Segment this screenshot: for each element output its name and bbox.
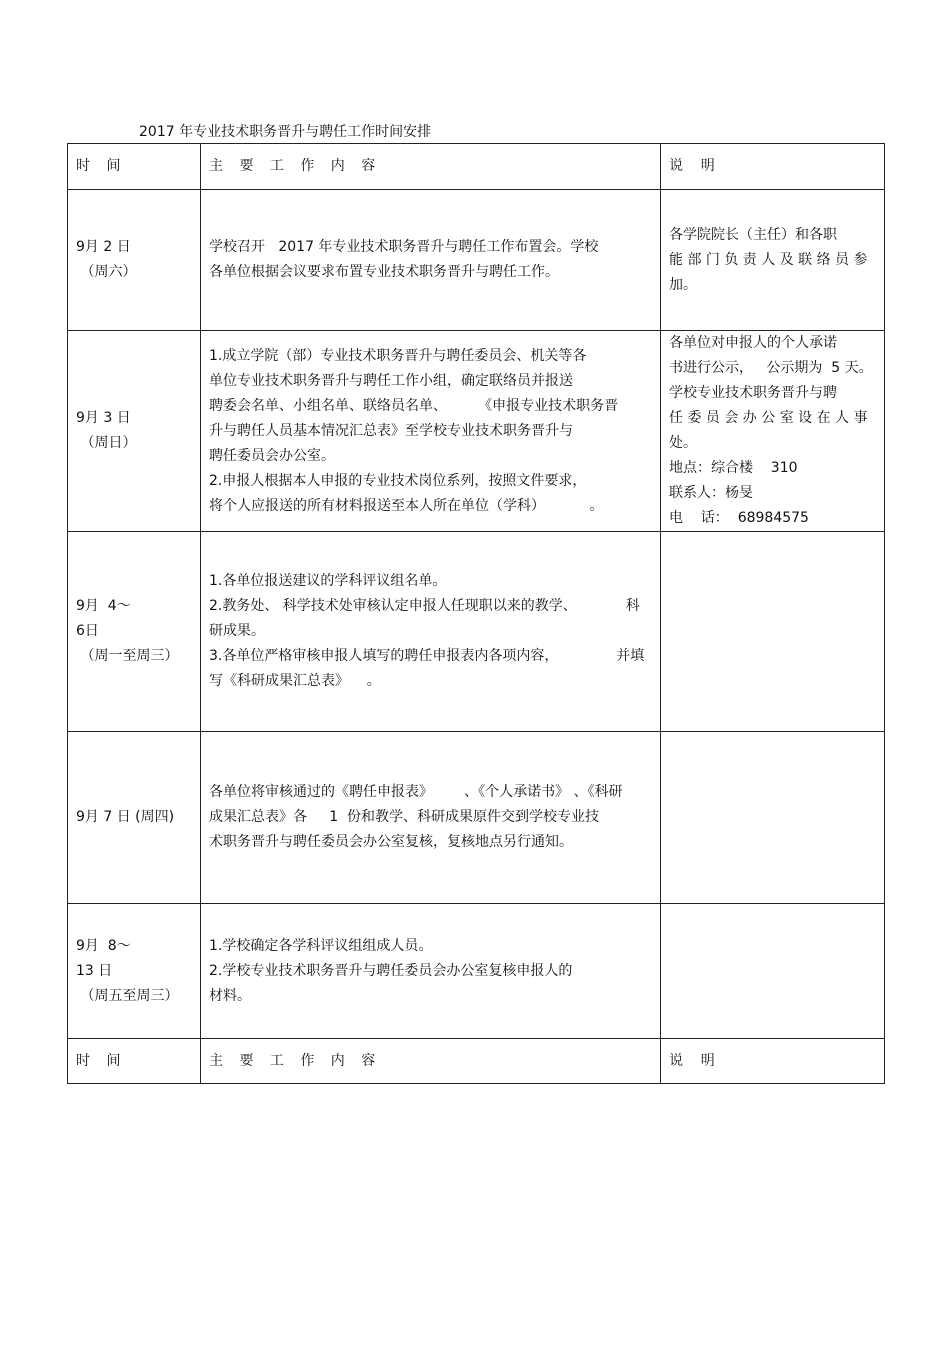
content-cell bbox=[201, 190, 661, 331]
time-line: 9月 3 日 bbox=[76, 410, 131, 426]
content-line: 聘任委员会办公室。 bbox=[209, 447, 335, 464]
note-cell bbox=[661, 732, 885, 904]
time-line: 9月 8～ bbox=[76, 937, 131, 954]
note-cell bbox=[661, 331, 885, 532]
table-row bbox=[68, 532, 885, 732]
content-cell bbox=[201, 331, 661, 532]
content-line: 学校召开 2017 年专业技术职务晋升与聘任工作布置会。学校 bbox=[209, 239, 599, 255]
time-line: 13 日 bbox=[76, 962, 113, 979]
content-line: 1.学校确定各学科评议组组成人员。 bbox=[209, 937, 433, 954]
note-line: 地点：综合楼 310 bbox=[669, 460, 798, 476]
note-line: 各学院院长（主任）和各职 bbox=[669, 226, 837, 243]
content-cell bbox=[201, 732, 661, 904]
note-line: 书进行公示， 公示期为 5 天。 bbox=[669, 360, 873, 376]
time-cell bbox=[68, 190, 201, 331]
table-row bbox=[68, 331, 885, 532]
footer-note: 说 明 bbox=[661, 1039, 885, 1084]
footer-time: 时 间 bbox=[68, 1039, 201, 1084]
time-line: （周六） bbox=[76, 264, 137, 280]
note-cell bbox=[661, 904, 885, 1039]
document-title: 2017 年专业技术职务晋升与聘任工作时间安排 bbox=[139, 124, 432, 140]
note-line: 学校专业技术职务晋升与聘 bbox=[669, 385, 837, 401]
content-line: 2.申报人根据本人申报的专业技术岗位系列，按照文件要求， bbox=[209, 472, 587, 489]
footer-content: 主 要 工 作 内 容 bbox=[201, 1039, 661, 1084]
note-cell bbox=[661, 190, 885, 331]
time-line: 9月 2 日 bbox=[76, 239, 131, 255]
header-time: 时 间 bbox=[68, 144, 201, 190]
content-line: 将个人应报送的所有材料报送至本人所在单位（学科） 。 bbox=[209, 497, 604, 514]
note-line: 任 委 员 会 办 公 室 设 在 人 事 bbox=[669, 410, 868, 426]
time-line: （周日） bbox=[76, 435, 137, 451]
header-note: 说 明 bbox=[661, 144, 885, 190]
content-line: 聘委会名单、小组名单、联络员名单、 《申报专业技术职务晋 bbox=[209, 397, 619, 414]
note-line: 联系人：杨旻 bbox=[669, 485, 753, 501]
note-cell bbox=[661, 532, 885, 732]
header-row bbox=[68, 144, 885, 190]
time-cell bbox=[68, 732, 201, 904]
content-line: 1.各单位报送建议的学科评议组名单。 bbox=[209, 573, 447, 589]
note-line: 能 部 门 负 责 人 及 联 络 员 参 bbox=[669, 251, 868, 268]
header-content: 主 要 工 作 内 容 bbox=[201, 144, 661, 190]
content-line: 1.成立学院（部）专业技术职务晋升与聘任委员会、机关等各 bbox=[209, 347, 587, 364]
content-line: 成果汇总表》各 1 份和教学、科研成果原件交到学校专业技 bbox=[209, 809, 600, 825]
table-row bbox=[68, 732, 885, 904]
content-line: 各单位将审核通过的《聘任申报表》 、《个人承诺书》 、《科研 bbox=[209, 784, 623, 800]
table-row bbox=[68, 190, 885, 331]
content-line: 研成果。 bbox=[209, 623, 265, 639]
note-line: 处。 bbox=[669, 435, 697, 451]
content-cell bbox=[201, 532, 661, 732]
schedule-table bbox=[67, 143, 885, 1084]
content-line: 各单位根据会议要求布置专业技术职务晋升与聘任工作。 bbox=[209, 264, 559, 280]
time-line: 6日 bbox=[76, 623, 99, 639]
content-line: 2.教务处、 科学技术处审核认定申报人任现职以来的教学、 科 bbox=[209, 598, 640, 614]
content-line: 术职务晋升与聘任委员会办公室复核，复核地点另行通知。 bbox=[209, 834, 573, 850]
content-cell bbox=[201, 904, 661, 1039]
time-line: 9月 7 日 (周四) bbox=[76, 809, 175, 825]
note-line: 各单位对申报人的个人承诺 bbox=[669, 335, 837, 351]
time-cell bbox=[68, 904, 201, 1039]
note-line: 电 话： 68984575 bbox=[669, 510, 809, 526]
content-line: 单位专业技术职务晋升与聘任工作小组，确定联络员并报送 bbox=[209, 372, 573, 389]
content-line: 写《科研成果汇总表》 。 bbox=[209, 673, 381, 689]
time-cell bbox=[68, 532, 201, 732]
time-line: （周一至周三） bbox=[76, 648, 179, 664]
table-row bbox=[68, 904, 885, 1039]
note-line: 加。 bbox=[669, 276, 697, 293]
footer-row bbox=[68, 1039, 885, 1084]
time-line: （周五至周三） bbox=[76, 987, 179, 1004]
content-line: 材料。 bbox=[209, 987, 251, 1004]
content-line: 2.学校专业技术职务晋升与聘任委员会办公室复核申报人的 bbox=[209, 962, 573, 979]
content-line: 3.各单位严格审核申报人填写的聘任申报表内各项内容， 并填 bbox=[209, 648, 645, 664]
content-line: 升与聘任人员基本情况汇总表》至学校专业技术职务晋升与 bbox=[209, 422, 573, 439]
time-line: 9月 4～ bbox=[76, 598, 131, 614]
time-cell bbox=[68, 331, 201, 532]
